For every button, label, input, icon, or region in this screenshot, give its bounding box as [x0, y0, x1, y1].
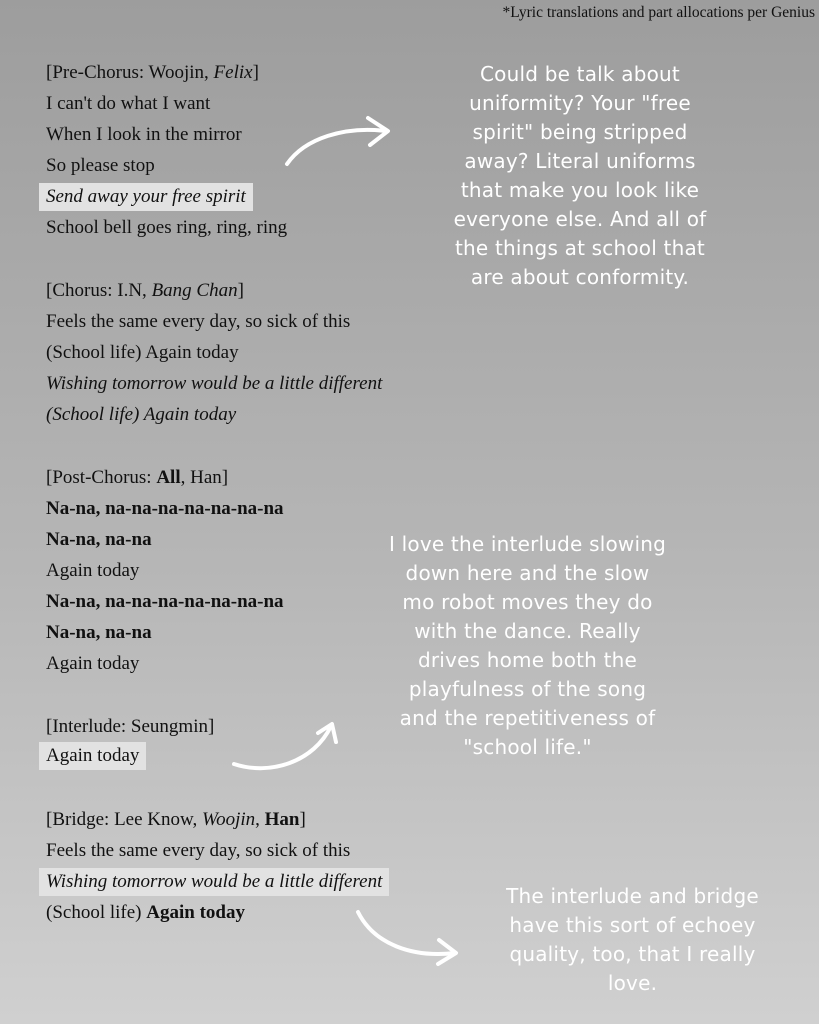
lyric-line: So please stop	[46, 155, 155, 176]
lyric-line: (School life) Again today	[46, 342, 239, 363]
section-header-interlude: [Interlude: Seungmin]	[46, 716, 215, 737]
credit-note: *Lyric translations and part allocations per Genius	[502, 4, 815, 21]
lyric-line: Na-na, na-na-na-na-na-na-na	[46, 591, 284, 612]
header-text: ]	[299, 809, 306, 830]
lyric-line: (School life) Again today	[46, 404, 237, 425]
note-line: The interlude and bridge	[506, 884, 759, 908]
lyric-line: Na-na, na-na	[46, 529, 152, 550]
arrow-icon	[234, 724, 336, 768]
lyric-text-bold: Again today	[146, 902, 245, 923]
lyric-line: Feels the same every day, so sick of this	[46, 311, 351, 332]
header-text: ]	[252, 62, 259, 83]
note-line: quality, too, that I really	[509, 942, 756, 966]
note-line: are about conformity.	[470, 265, 690, 289]
note-line: drives home both the	[417, 648, 638, 672]
note-line: away? Literal uniforms	[464, 149, 696, 173]
lyric-line: Feels the same every day, so sick of this	[46, 840, 351, 861]
section-header-post-chorus	[46, 466, 228, 490]
section-header-bridge	[46, 808, 306, 832]
note-line: down here and the slow	[405, 561, 650, 585]
highlighted-lyric-line: Wishing tomorrow would be a little different	[39, 868, 389, 896]
lyric-line	[46, 901, 245, 925]
header-member: Woojin	[202, 809, 256, 830]
highlighted-lyric-line: Send away your free spirit	[39, 183, 253, 211]
note-line: uniformity? Your "free	[469, 91, 691, 115]
annotation-note-uniformity	[415, 60, 745, 292]
note-line: mo robot moves they do	[402, 590, 653, 614]
lyric-line: Na-na, na-na-na-na-na-na-na	[46, 498, 284, 519]
note-line: everyone else. And all of	[453, 207, 707, 231]
lyric-line: Na-na, na-na	[46, 622, 152, 643]
lyric-text: (School life)	[46, 902, 147, 923]
section-header-chorus	[46, 279, 244, 303]
lyric-line: Wishing tomorrow would be a little different	[46, 373, 383, 394]
note-line: and the repetitiveness of	[399, 706, 656, 730]
header-member: Bang Chan	[151, 280, 238, 301]
header-text: ,	[255, 809, 265, 830]
lyric-line: School bell goes ring, ring, ring	[46, 217, 288, 238]
note-line: love.	[607, 971, 658, 995]
arrow-icon	[358, 912, 456, 964]
note-line: "school life."	[463, 735, 592, 759]
header-text: ]	[237, 280, 244, 301]
annotation-note-echoey	[470, 882, 795, 998]
lyric-line: Again today	[46, 653, 140, 674]
arrow-icon	[287, 118, 388, 164]
note-line: the things at school that	[455, 236, 705, 260]
lyric-line: I can't do what I want	[46, 93, 211, 114]
header-text: [Chorus: I.N,	[46, 280, 152, 301]
lyric-line: When I look in the mirror	[46, 124, 242, 145]
lyric-line: Again today	[46, 560, 140, 581]
section-header-pre-chorus	[46, 61, 259, 85]
note-line: with the dance. Really	[414, 619, 641, 643]
header-text: [Bridge: Lee Know,	[46, 809, 202, 830]
header-text: , Han]	[180, 467, 229, 488]
note-line: that make you look like	[460, 178, 700, 202]
header-member: All	[156, 467, 181, 488]
annotation-note-interlude	[350, 530, 705, 762]
header-member: Felix	[213, 62, 253, 83]
note-line: spirit" being stripped	[472, 120, 688, 144]
header-text: [Post-Chorus:	[46, 467, 157, 488]
header-text: [Pre-Chorus: Woojin,	[46, 62, 214, 83]
note-line: I love the interlude slowing	[388, 532, 667, 556]
note-line: playfulness of the song	[408, 677, 647, 701]
highlighted-lyric-line: Again today	[39, 742, 146, 770]
note-line: Could be talk about	[480, 62, 680, 86]
header-member: Han	[264, 809, 300, 830]
note-line: have this sort of echoey	[509, 913, 756, 937]
